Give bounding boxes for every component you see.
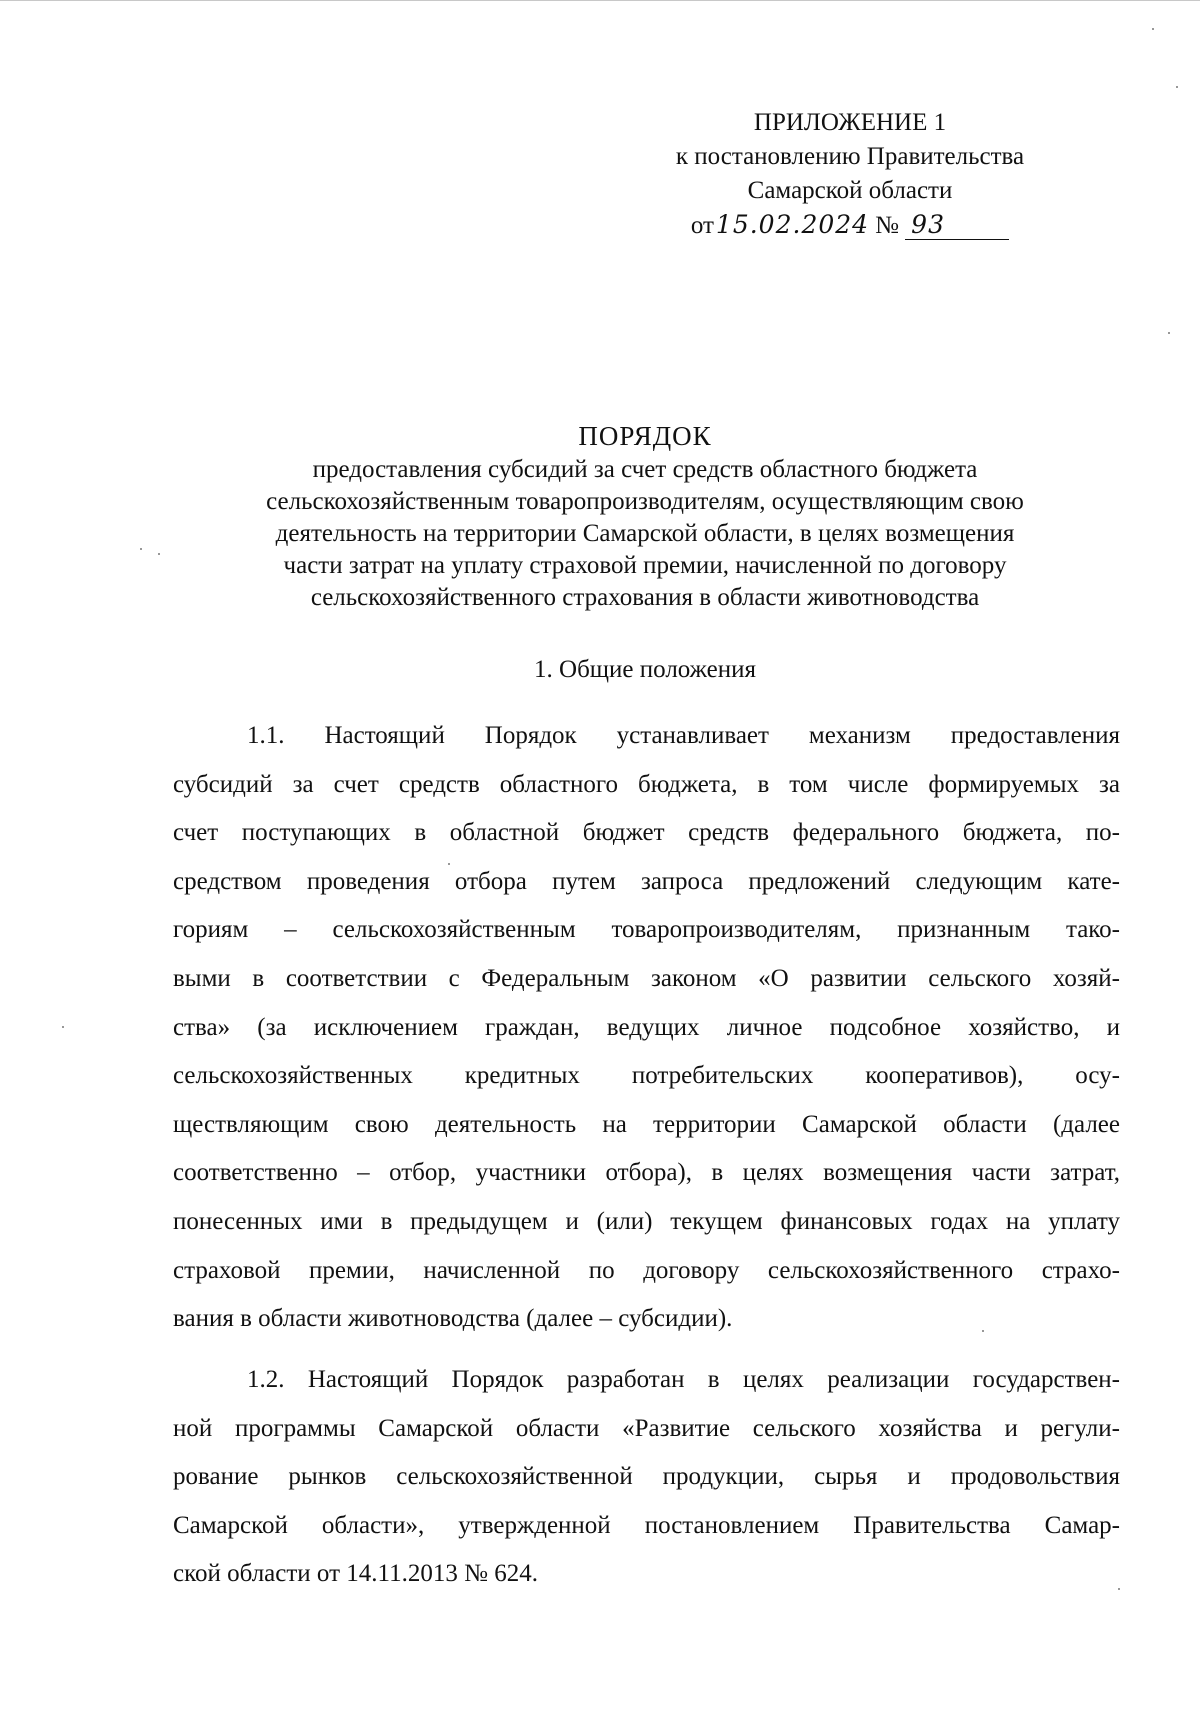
paragraph-line: понесенных ими в предыдущем и (или) текущем финансовых годах на уплату (173, 1207, 1120, 1235)
section-heading: 1. Общие положения (534, 656, 756, 683)
title-line: части затрат на уплату страховой премии, начисленной по договору (283, 552, 1007, 579)
paragraph-line: страховой премии, начисленной по договору сельскохозяйственного страхо- (173, 1256, 1120, 1284)
handwritten-number: 93 (911, 210, 945, 239)
paragraph-line: ства» (за исключением граждан, ведущих личное подсобное хозяйство, и (173, 1013, 1120, 1041)
appendix-header (620, 106, 1080, 243)
scan-speck (1152, 28, 1154, 30)
scan-speck (1118, 1588, 1120, 1590)
number-prefix: № (875, 212, 899, 239)
paragraph-line: счет поступающих в областной бюджет средств федерального бюджета, по- (173, 819, 1120, 847)
paragraph-line: ной программы Самарской области «Развитие сельского хозяйства и регули- (173, 1414, 1120, 1442)
scan-speck (158, 553, 160, 555)
scan-speck (982, 1330, 984, 1332)
appendix-date-number-line (620, 208, 1080, 243)
date-prefix: от (690, 212, 714, 239)
number-field (905, 212, 1009, 240)
document-title: ПОРЯДОК (578, 421, 712, 451)
paragraph-line: 1.2. Настоящий Порядок разработан в целях реализации государствен- (247, 1366, 1120, 1393)
document-title-block (150, 420, 1140, 614)
paragraph-line: ской области от 14.11.2013 № 624. (173, 1560, 538, 1588)
page-top-edge (0, 0, 1200, 1)
appendix-title: ПРИЛОЖЕНИЕ 1 (753, 109, 947, 136)
paragraph-line: соответственно – отбор, участники отбора), в целях возмещения части затрат, (173, 1159, 1120, 1187)
paragraph-line: 1.1. Настоящий Порядок устанавливает механизм предоставления (247, 722, 1120, 749)
scan-speck (1168, 332, 1170, 334)
paragraph-line: гориям – сельскохозяйственным товаропроизводителям, признанным тако- (173, 916, 1120, 944)
appendix-region: Самарской области (747, 177, 953, 204)
paragraph-line: ществляющим свою деятельность на территории Самарской области (далее (173, 1110, 1120, 1138)
paragraph-line: средством проведения отбора путем запроса предложений следующим кате- (173, 867, 1120, 895)
paragraph-line: Самарской области», утвержденной постановлением Правительства Самар- (173, 1511, 1120, 1539)
title-line: деятельность на территории Самарской области, в целях возмещения (275, 520, 1015, 547)
scan-speck (62, 1026, 64, 1028)
title-line: сельскохозяйственного страхования в области животноводства (310, 584, 980, 611)
paragraph-line: рование рынков сельскохозяйственной продукции, сырья и продовольствия (173, 1463, 1120, 1491)
scan-speck (448, 863, 450, 865)
paragraph-line: сельскохозяйственных кредитных потребительских кооперативов), осу- (173, 1062, 1120, 1090)
title-line: сельскохозяйственным товаропроизводителям, осуществляющим свою (266, 488, 1024, 515)
paragraph-line: субсидий за счет средств областного бюджета, в том числе формируемых за (173, 770, 1120, 798)
paragraph-1-2 (173, 1356, 1120, 1599)
paragraph-line: выми в соответствии с Федеральным законом «О развитии сельского хозяй- (173, 964, 1120, 992)
appendix-reference: к постановлению Правительства (675, 143, 1025, 170)
scan-speck (140, 548, 142, 550)
paragraph-line: вания в области животноводства (далее – субсидии). (173, 1305, 733, 1333)
scan-speck (1176, 86, 1178, 88)
paragraph-1-1 (173, 712, 1120, 1344)
handwritten-date: 15.02.2024 (715, 210, 870, 239)
title-line: предоставления субсидий за счет средств областного бюджета (312, 456, 978, 483)
